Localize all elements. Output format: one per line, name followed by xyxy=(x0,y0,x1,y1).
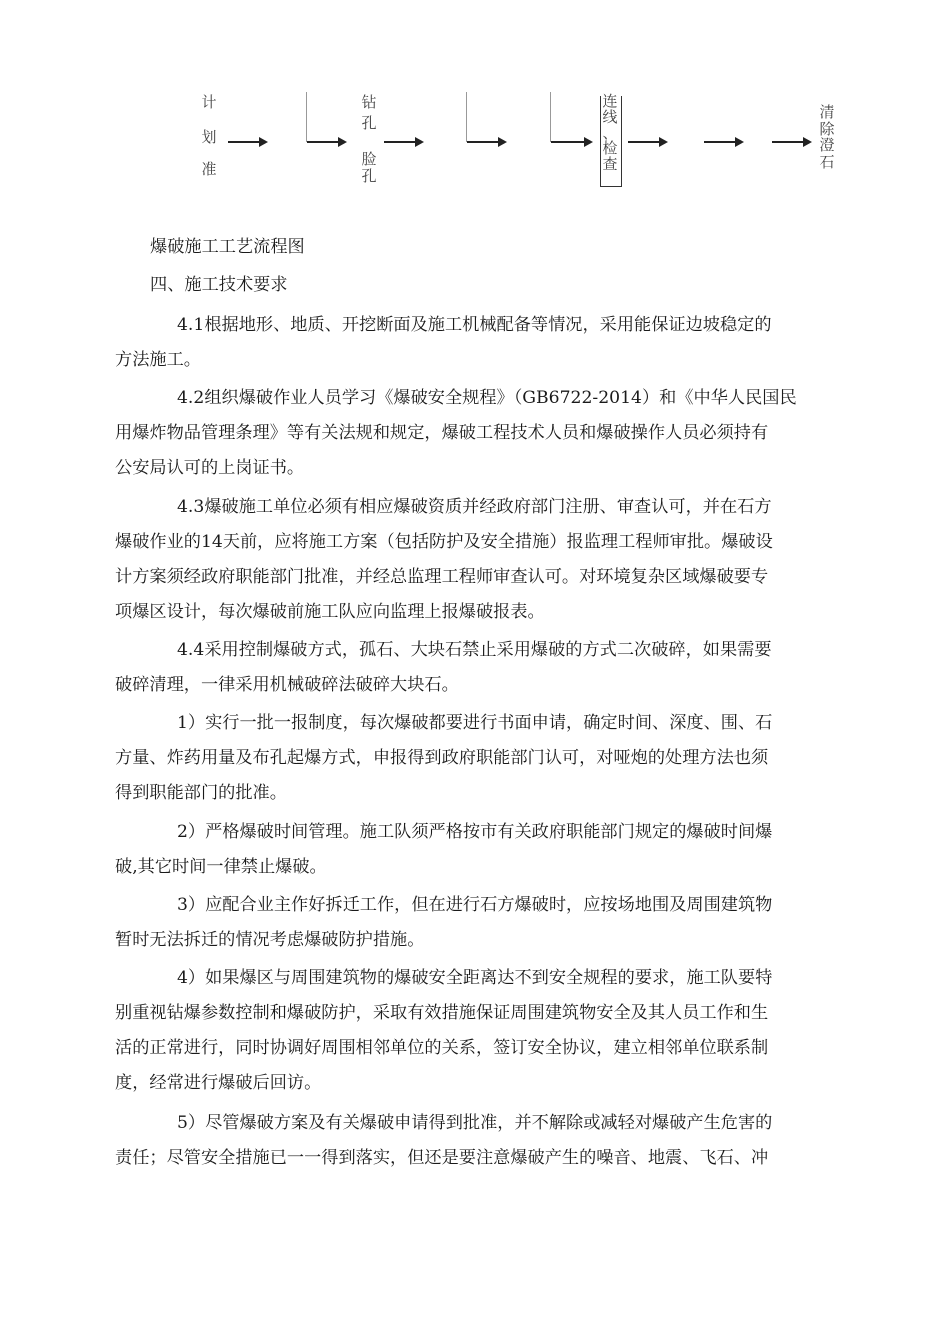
paragraph-line: 方法施工。 xyxy=(115,350,201,370)
paragraph xyxy=(115,1106,855,1176)
paragraph xyxy=(115,633,855,703)
flow-bracket-line xyxy=(306,92,307,142)
flow-bracket-line xyxy=(550,92,551,142)
flow-node-drill xyxy=(360,93,378,185)
process-flowchart xyxy=(0,0,950,200)
paragraph-line: 项爆区设计，每次爆破前施工队应向监理上报爆破报表。 xyxy=(115,602,545,622)
flow-node-text: 孔 xyxy=(361,166,377,185)
flow-arrow xyxy=(704,137,744,147)
flow-node-plan xyxy=(200,93,218,178)
paragraph xyxy=(115,490,855,630)
paragraph-line: 爆破作业的14天前，应将施工方案（包括防护及安全措施）报监理工程师审批。爆破设 xyxy=(115,532,773,552)
paragraph xyxy=(115,706,855,811)
paragraph-line: 4.3爆破施工单位必须有相应爆破资质并经政府部门注册、审查认可，并在石方 xyxy=(177,497,772,517)
paragraph xyxy=(115,308,855,378)
flow-arrow xyxy=(384,137,424,147)
flow-node-text: 连 xyxy=(602,92,618,110)
flow-arrow xyxy=(307,137,347,147)
paragraph-line: 4.1根据地形、地质、开挖断面及施工机械配备等情况，采用能保证边坡稳定的 xyxy=(177,315,772,335)
paragraph-line: 别重视钻爆参数控制和爆破防护，采取有效措施保证周围建筑物安全及其人员工作和生 xyxy=(115,1003,769,1023)
flow-node-text: 清 xyxy=(819,103,835,121)
flow-node-connect xyxy=(601,94,619,173)
flow-node-text: 准 xyxy=(201,159,217,178)
flow-arrow xyxy=(772,137,812,147)
flow-node-text: 脸 xyxy=(361,149,377,168)
flow-node-text: 划 xyxy=(201,128,217,147)
paragraph-line: 暂时无法拆迁的情况考虑爆破防护措施。 xyxy=(115,930,425,950)
paragraph xyxy=(115,961,855,1101)
flow-node-text: 钻 xyxy=(361,93,377,111)
flow-bracket-line xyxy=(466,92,467,142)
paragraph-line: 责任；尽管安全措施已一一得到落实，但还是要注意爆破产生的噪音、地震、飞石、冲 xyxy=(115,1148,769,1168)
paragraph-line: 活的正常进行，同时协调好周围相邻单位的关系，签订安全协议，建立相邻单位联系制 xyxy=(115,1038,769,1058)
flow-node-text: 孔 xyxy=(361,114,377,133)
paragraph-line: 1）实行一批一报制度，每次爆破都要进行书面申请，确定时间、深度、围、石 xyxy=(177,713,773,733)
flow-node-text: 除 xyxy=(819,119,835,138)
flow-node-text: 澄 xyxy=(819,136,835,154)
paragraph-line: 2）严格爆破时间管理。施工队须严格按市有关政府职能部门规定的爆破时间爆 xyxy=(177,822,773,842)
paragraph xyxy=(115,888,855,958)
paragraph-line: 破,其它时间一律禁止爆破。 xyxy=(115,857,327,877)
paragraph-line: 破碎清理，一律采用机械破碎法破碎大块石。 xyxy=(115,675,459,695)
flow-arrow xyxy=(228,137,268,147)
flow-node-text: 计 xyxy=(201,93,217,111)
flow-node-text: 、 xyxy=(602,123,618,142)
paragraph-line: 5）尽管爆破方案及有关爆破申请得到批准，并不解除或减轻对爆破产生危害的 xyxy=(177,1113,773,1133)
section-heading: 四、施工技术要求 xyxy=(150,275,288,295)
flow-arrow xyxy=(467,137,507,147)
flow-node-text: 检 xyxy=(602,139,618,158)
flow-arrow xyxy=(628,137,668,147)
flow-arrow xyxy=(551,137,593,147)
paragraph-line: 4.4采用控制爆破方式，孤石、大块石禁止采用爆破的方式二次破碎，如果需要 xyxy=(177,640,772,660)
paragraph xyxy=(115,381,855,486)
flow-node-text: 查 xyxy=(602,155,618,173)
paragraph-line: 得到职能部门的批准。 xyxy=(115,783,287,803)
flow-node-text: 石 xyxy=(819,152,835,171)
flow-node-clear xyxy=(818,104,836,170)
paragraph-line: 计方案须经政府职能部门批准，并经总监理工程师审查认可。对环境复杂区域爆破要专 xyxy=(115,567,769,587)
flow-node-text: 线 xyxy=(602,107,618,126)
figure-caption: 爆破施工工艺流程图 xyxy=(150,237,305,257)
paragraph xyxy=(115,815,855,885)
paragraph-line: 方量、炸药用量及布孔起爆方式，申报得到政府职能部门认可，对哑炮的处理方法也须 xyxy=(115,748,769,768)
paragraph-line: 4.2组织爆破作业人员学习《爆破安全规程》（GB6722-2014）和《中华人民国民 xyxy=(177,388,797,408)
paragraph-line: 3）应配合业主作好拆迁工作，但在进行石方爆破时，应按场地围及周围建筑物 xyxy=(177,895,773,915)
paragraph-line: 4）如果爆区与周围建筑物的爆破安全距离达不到安全规程的要求，施工队要特 xyxy=(177,968,773,988)
paragraph-line: 用爆炸物品管理条理》等有关法规和规定，爆破工程技术人员和爆破操作人员必须持有 xyxy=(115,423,769,443)
paragraph-line: 度，经常进行爆破后回访。 xyxy=(115,1073,322,1093)
paragraph-line: 公安局认可的上岗证书。 xyxy=(115,458,305,478)
